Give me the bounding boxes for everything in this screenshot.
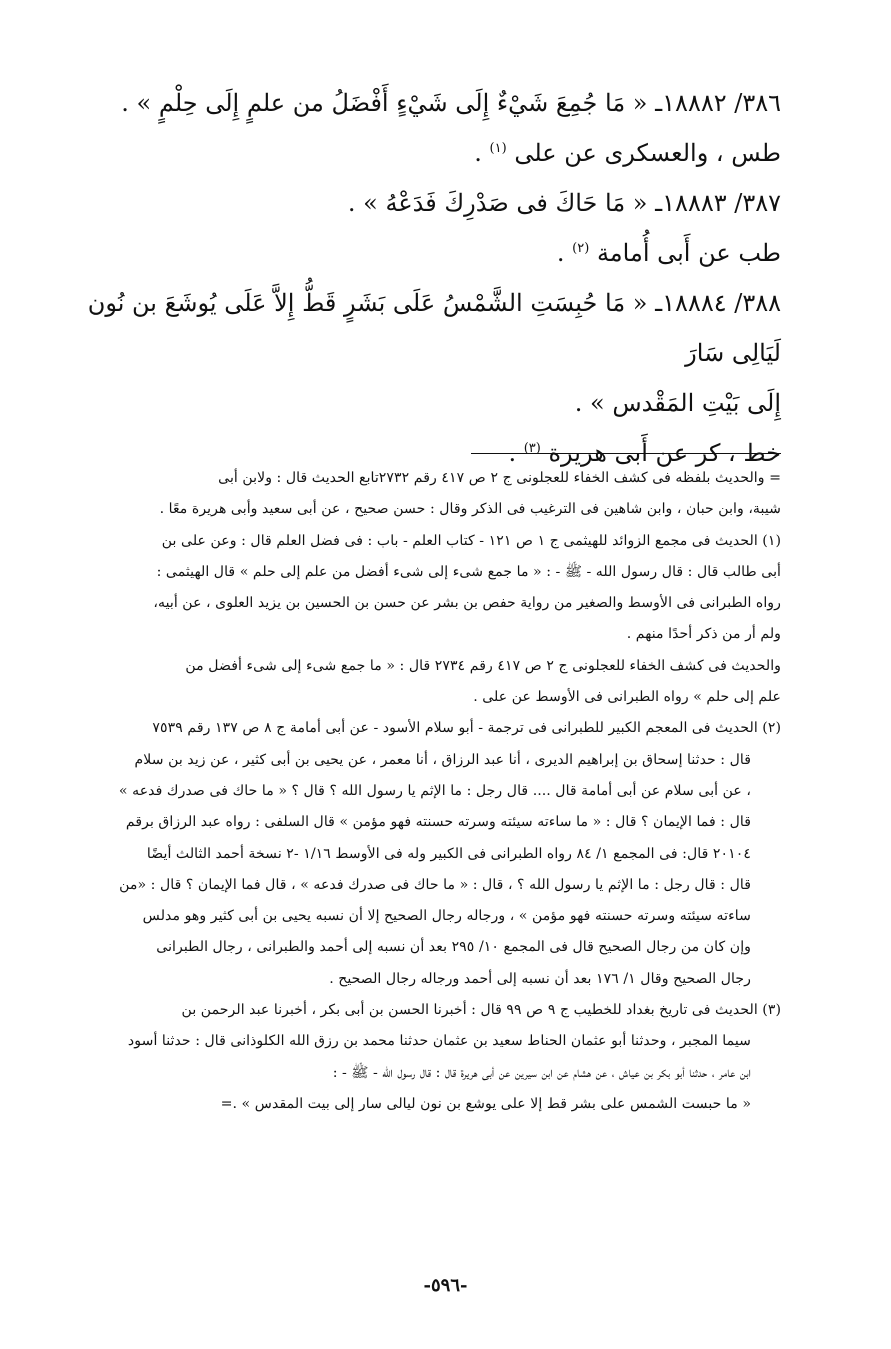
footnotes bbox=[40, 463, 781, 1120]
footnote-line: قال : حدثنا إسحاق بن إبراهيم الديرى ، أنا عبد الرزاق ، أنا معمر ، عن يحيى بن أبى كثير ، عن زيد بن سلام bbox=[134, 751, 751, 768]
footnote-line: سيما المجبر ، وحدثنا أبو عثمان الحناط سعيد بن عثمان حدثنا محمد بن رزق الله الكلوذانى قال : حدثنا أسود bbox=[127, 1033, 751, 1050]
continuation-mark: = bbox=[220, 1095, 233, 1112]
hadith-387: ٣٨٧/ ١٨٨٨٣ـ « مَا حَاكَ فى صَدْرِكَ فَدَعْهُ » . bbox=[347, 189, 781, 217]
footnote-text: « ما حبست الشمس على بشر قط إلا على يوشع بن نون ليالى سار إلى بيت المقدس » . bbox=[232, 1095, 751, 1112]
footnote-line: ، عن أبى سلام عن أبى أمامة قال .... قال رجل : ما الإثم يا رسول الله ؟ قال ؟ « ما حاك فى صدرك فدعه » bbox=[118, 782, 751, 799]
footnote-line: (٣) الحديث فى تاريخ بغداد للخطيب ج ٩ ص ٩٩ قال : أخبرنا الحسن بن أبى بكر ، أخبرنا عبد الرحمن بن bbox=[181, 1002, 781, 1019]
footnote-line: رجال الصحيح وقال ١/ ١٧٦ بعد أن نسبه إلى أحمد ورجاله رجال الصحيح . bbox=[329, 970, 751, 987]
source-388: خط ، كر عن أَبى هريرة $^{(٣)}$ . bbox=[508, 439, 781, 467]
hadith-386: ٣٨٦/ ١٨٨٨٢ـ « مَا جُمِعَ شَيْءٌ إِلَى شَيْءٍ أَفْضَلُ من علمٍ إِلَى حِلْمٍ » . bbox=[121, 89, 781, 117]
footnote-line: ٢٠١٠٤ قال: فى المجمع ١/ ٨٤ رواه الطبرانى فى الكبير وله فى الأوسط ١/١٦ -٢ نسخة أحمد الثالث أيضًا bbox=[146, 845, 751, 862]
footnote-line: ولم أر من ذكر أحدًا منهم . bbox=[626, 626, 781, 643]
footnote-line: قال : قال رجل : ما الإثم يا رسول الله ؟ ، قال : « ما حاك فى صدرك فدعه » ، قال فما الإيمان ؟ قال : «من bbox=[119, 876, 751, 893]
hadith-entries bbox=[40, 78, 781, 478]
footnote-separator bbox=[471, 453, 781, 454]
footnote-line: رواه الطبرانى فى الأوسط والصغير من رواية حفص بن بشر عن حسن بن الحسين بن يزيد العلوى ، عن أبيه، bbox=[153, 595, 781, 612]
source-387: طب عن أَبى أُمامة $^{(٢)}$ . bbox=[556, 239, 781, 267]
footnote-line bbox=[40, 1089, 781, 1120]
footnote-line: = والحديث بلفظه فى كشف الخفاء للعجلونى ج ٢ ص ٤١٧ رقم ٢٧٣٢تابع الحديث قال : ولابن أبى bbox=[218, 470, 781, 486]
source-text: طب عن أَبى أُمامة bbox=[596, 239, 781, 267]
source-386: طس ، والعسكرى عن على $^{(١)}$ . bbox=[474, 139, 781, 167]
footnote-ref-3: (٣) bbox=[523, 441, 541, 456]
footnote-ref-2: (٢) bbox=[572, 241, 590, 256]
page-number: -٥٩٦- bbox=[423, 1275, 468, 1296]
source-text: خط ، كر عن أَبى هريرة bbox=[548, 439, 781, 467]
footnote-line: ابن عامر ، حدثنا أبو بكر بن عياش ، عن هشام عن ابن سيرين عن أبى هريرة قال : قال رسول الله - ﷺ - : bbox=[332, 1064, 751, 1081]
footnote-line: والحديث فى كشف الخفاء للعجلونى ج ٢ ص ٤١٧ رقم ٢٧٣٤ قال : « ما جمع شىء إلى شىء أفضل من bbox=[185, 657, 781, 674]
footnote-line: (٢) الحديث فى المعجم الكبير للطبرانى فى ترجمة - أبو سلام الأسود - عن أبى أمامة ج ٨ ص ١٣٧ رقم ٧٥٣٩ bbox=[152, 720, 781, 737]
footnote-line: أبى طالب قال : قال رسول الله - ﷺ - : « ما جمع شىء إلى شىء أفضل من علم إلى حلم » قال الهيثمى : bbox=[156, 563, 781, 580]
footnote-line: قال : فما الإيمان ؟ قال : « ما ساءته سيئته وسرته حسنته فهو مؤمن » قال السلفى : رواه عبد الرزاق برقم bbox=[125, 814, 751, 831]
footnote-line: شيبة، وابن حبان ، وابن شاهين فى الترغيب فى الذكر وقال : حسن صحيح ، عن أبى سعيد وأبى هريرة معًا . bbox=[159, 501, 781, 518]
footnote-ref-1: (١) bbox=[489, 141, 507, 156]
footnote-line: (١) الحديث فى مجمع الزوائد للهيثمى ج ١ ص ١٢١ - كتاب العلم - باب : فى فضل العلم قال : وعن على بن bbox=[161, 532, 781, 549]
footnote-line: ساءته سيئته وسرته حسنته فهو مؤمن » ، ورجاله رجال الصحيح إلا أن نسبه يحيى بن أبى كثير وهو مدلس bbox=[142, 908, 751, 925]
source-text: طس ، والعسكرى عن على bbox=[514, 139, 781, 167]
hadith-388-continued: إِلَى بَيْتِ المَقْدس » . bbox=[574, 389, 781, 417]
hadith-388: ٣٨٨/ ١٨٨٨٤ـ « مَا حُبِسَتِ الشَّمْسُ عَلَى بَشَرٍ قَطُّ إِلاَّ عَلَى يُوشَعَ بن نُون لَيَالِى سَارَ bbox=[87, 289, 781, 367]
footnote-line: علم إلى حلم » رواه الطبرانى فى الأوسط عن على . bbox=[473, 689, 781, 706]
footnote-line: وإن كان من رجال الصحيح قال فى المجمع ١٠/ ٢٩٥ بعد أن نسبه إلى أحمد والطبرانى ، رجال الطبرانى bbox=[156, 939, 751, 956]
